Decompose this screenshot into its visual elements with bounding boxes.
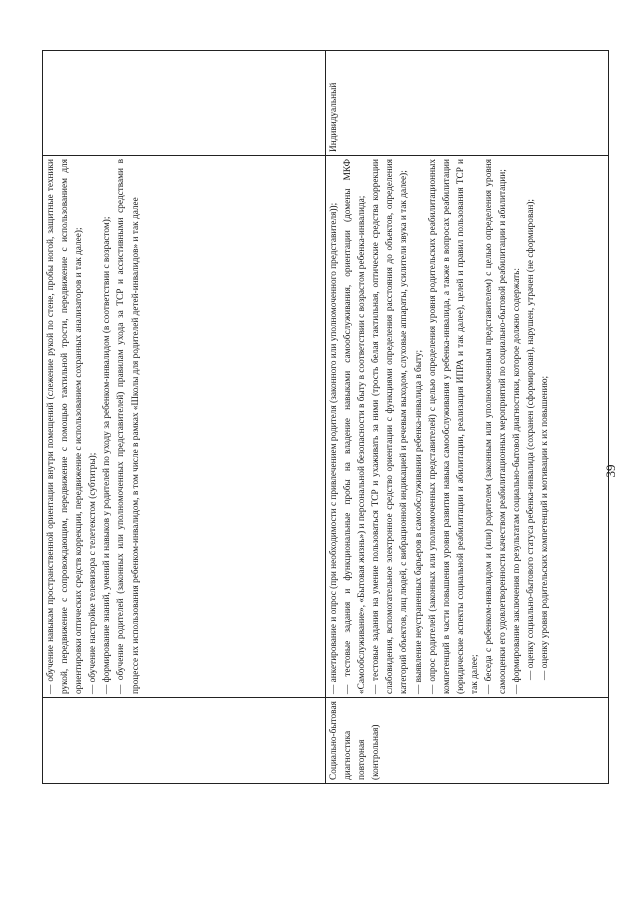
table-cell-methods-top xyxy=(43,156,326,698)
list-item: — обучение навыкам пространственной ориентации внутри помещений (слежение рукой по стене, пробы ногой, защитные техники рукой, передвижение с сопровождающим, передвижение с помощью тактильной трости, передвижение с использованием для ориентировки оптических средств коррекции, передвижение с использованием сохранных анализаторов и так далее); xyxy=(46,159,85,694)
list-subitem: — оценку уровня родительских компетенций и мотивации к их повышению; xyxy=(540,375,551,680)
table-cell-form: Индивидуальный xyxy=(326,51,609,156)
table-cell-methods-bottom xyxy=(326,156,609,698)
list-item: — анкетирование и опрос (при необходимости с привлечением родителя (законного или уполномоченного представителя)); xyxy=(329,202,339,694)
list-item: — тестовые задания на умение пользоваться ТСР и ухаживать за ними (трость белая тактильная, оптические средства коррекции слабовидения, вспомогательное электронное средство ориентации с функциями определения расстояния до объектов, определения категорий объектов, лиц людей, с вибрационной индикацией и речевым выходом, слуховые аппараты, усилители звука и так далее); xyxy=(371,159,410,694)
section-heading-line: диагностика xyxy=(343,730,354,780)
section-heading-line: Социально-бытовая xyxy=(329,701,339,780)
list-item: — опрос родителей (законных или уполномоченных представителей) с целью определения уровня родительских реабилитационных компетенций в части повышения уровня развития навыка самообслуживания у ребенка-инвалида, а также в вопросах реабилитации (юридические аспекты социальной реабилитации и абилитации, реализация ИПРА и так далее), целей и правил пользования ТСР и так далее; xyxy=(427,159,480,694)
list-item: — обучение родителей (законных или уполномоченных представителей) правилам ухода за ТСР и ассистивными средствами в процессе их использования ребенком-инвалидом, в том числе в рамках «Школы для родителей детей-инвалидов» и так далее xyxy=(116,159,141,694)
list-subitem: — оценку социально-бытового статуса ребенка-инвалида (сохранен (сформирован), нарушен, утрачен (не сформирован); xyxy=(526,198,537,680)
table-row-bottom xyxy=(326,51,609,784)
table-cell-section-heading xyxy=(326,698,609,784)
list-item: — формирование знаний, умений и навыков у родителей по уходу за ребенком-инвалидом (в соответствии с возрастом); xyxy=(102,216,113,694)
list-item: — выявление неустраненных барьеров в самообслуживании ребенка-инвалида в быту; xyxy=(413,349,424,694)
list-item: — формирование заключения по результатам социально-бытовой диагностики, которое должно содержать: xyxy=(512,268,523,694)
list-item: — обучение настройке телевизора с телетекстом (субтитры); xyxy=(88,452,99,694)
page-number: 39 xyxy=(603,464,618,478)
table-row-top xyxy=(43,51,326,784)
program-table xyxy=(42,50,609,784)
table-cell-empty-section xyxy=(43,698,326,784)
section-heading-line: (контрольная) xyxy=(371,724,382,780)
table-cell-empty-form xyxy=(43,51,326,156)
section-heading-line: повторная xyxy=(357,739,368,780)
list-item: — беседа с ребенком-инвалидом и (или) родителем (законным или уполномоченным представителем) с целью определения уровня самооценки его удовлетворенности качеством реабилитационных мероприятий по социально-бытовой реабилитации и абилитации; xyxy=(484,159,509,694)
list-item: — тестовые задания и функциональные пробы на владение навыками самообслуживания, ориентации (домены МКФ «Самообслуживание», «Бытовая жизнь») и персональной безопасности в быту в соответствии с возрастом ребенка-инвалида; xyxy=(343,159,368,694)
